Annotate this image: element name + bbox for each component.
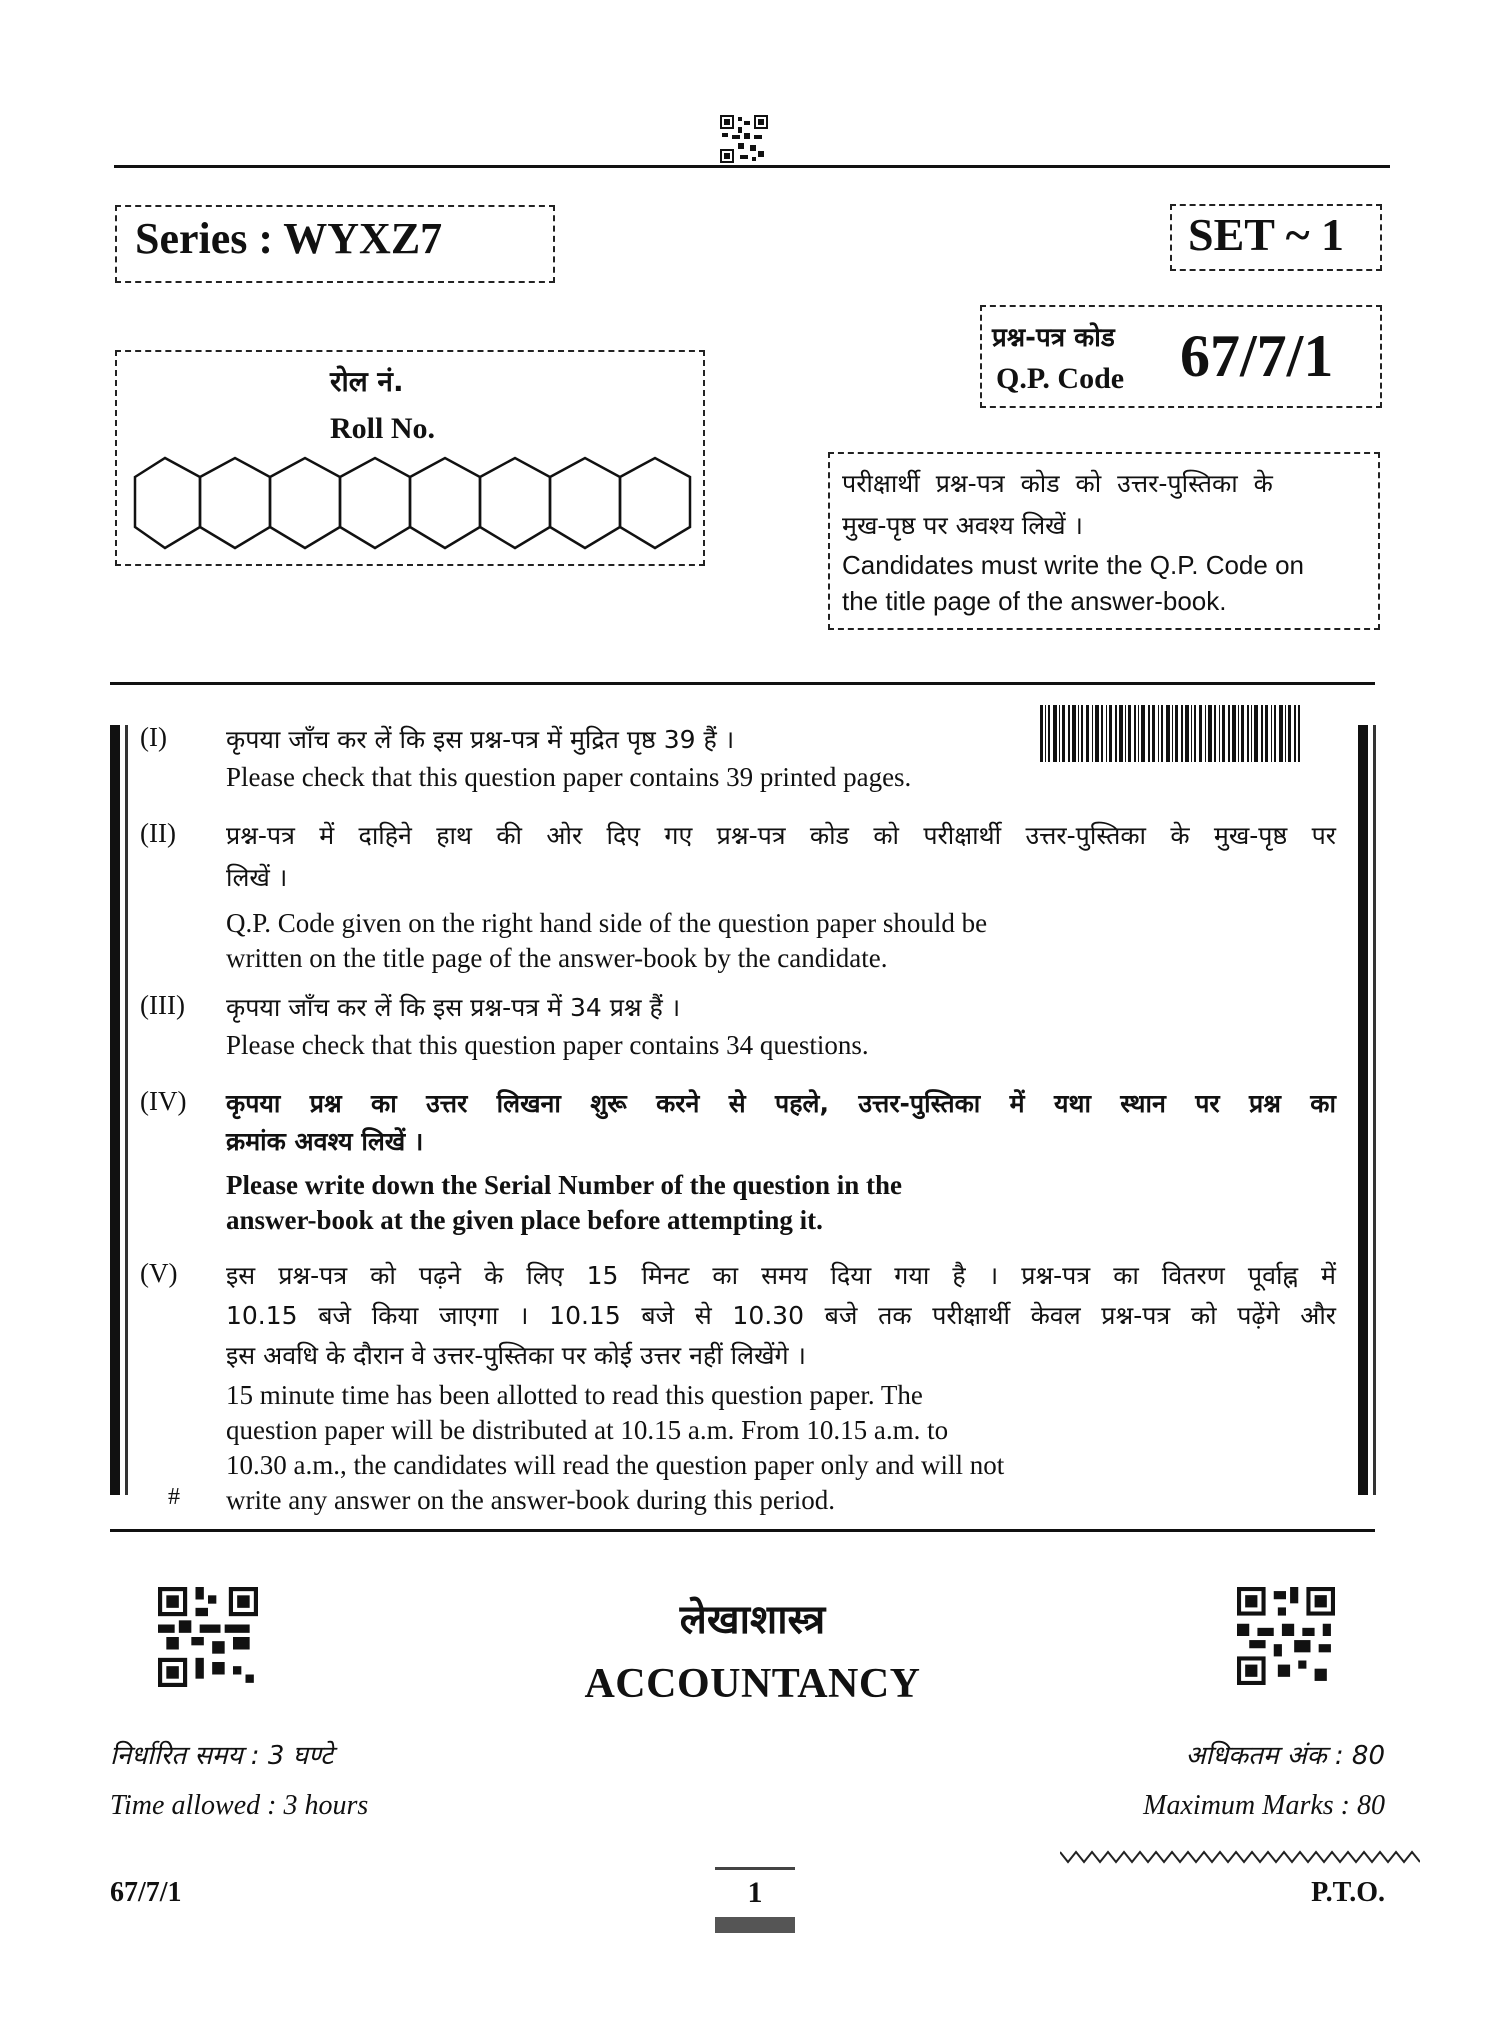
instruction-english-line: Please check that this question paper contains 34 questions. <box>226 1030 869 1060</box>
instruction-english-line: Please write down the Serial Number of the question in the <box>226 1170 902 1200</box>
footer-qp-code: 67/7/1 <box>110 1877 182 1908</box>
instruction-english-line: 15 minute time has been allotted to read this question paper. The <box>226 1380 923 1410</box>
maximum-marks-english: Maximum Marks : 80 <box>1143 1790 1385 1821</box>
instructions-top-rule <box>110 682 1375 685</box>
instruction-english-line: 10.30 a.m., the candidates will read the question paper only and will not <box>226 1450 1005 1480</box>
instruction-hindi-line: 10.15 बजे किया जाएगा । 10.15 बजे से 10.30 बजे तक परीक्षार्थी केवल प्रश्न-पत्र को पढ़ेंगे और <box>226 1301 1336 1330</box>
instruction-hindi-line: लिखें । <box>226 863 288 892</box>
instruction-hindi-line: प्रश्न-पत्र में दाहिने हाथ की ओर दिए गए प्रश्न-पत्र कोड को परीक्षार्थी उत्तर-पुस्तिका के मुख-पृष्ठ पर <box>226 821 1336 850</box>
instruction-label: (III) <box>140 990 185 1020</box>
instruction-english-line: answer-book at the given place before attempting it. <box>226 1205 823 1235</box>
qp-code-label-english: Q.P. Code <box>996 362 1125 395</box>
instructions-bottom-rule <box>110 1529 1375 1532</box>
instruction-english-line: written on the title page of the answer-book by the candidate. <box>226 943 888 973</box>
candidate-note-hindi-line2: मुख-पृष्ठ पर अवश्य लिखें । <box>842 511 1084 540</box>
instruction-english-line: question paper will be distributed at 10.15 a.m. From 10.15 a.m. to <box>226 1415 949 1445</box>
set-label: SET ~ 1 <box>1188 209 1345 260</box>
wavy-divider <box>1060 1848 1420 1866</box>
candidate-note-hindi-line1: परीक्षार्थी प्रश्न-पत्र कोड को उत्तर-पुस्तिका के <box>842 469 1273 498</box>
instruction-label: (V) <box>140 1258 178 1288</box>
instruction-label: (I) <box>140 722 167 752</box>
time-allowed-english: Time allowed : 3 hours <box>110 1790 369 1821</box>
instruction-english-line: write any answer on the answer-book during this period. <box>226 1485 836 1515</box>
instruction-label: (II) <box>140 818 176 848</box>
page-number-top-line <box>715 1867 795 1870</box>
time-allowed-hindi: निर्धारित समय : 3 घण्टे <box>110 1741 334 1771</box>
page-number: 1 <box>747 1876 763 1909</box>
please-turn-over: P.T.O. <box>1311 1877 1385 1908</box>
roll-label-english: Roll No. <box>330 412 435 445</box>
instruction-english-line: Q.P. Code given on the right hand side of the question paper should be <box>226 908 988 938</box>
instruction-hindi-line: इस प्रश्न-पत्र को पढ़ने के लिए 15 मिनट का समय दिया गया है । प्रश्न-पत्र का वितरण पूर्वाह्न में <box>226 1261 1336 1290</box>
top-rule <box>114 165 1390 168</box>
top-qr-code-icon <box>720 115 768 163</box>
instruction-hindi-line: कृपया प्रश्न का उत्तर लिखना शुरू करने से पहले, उत्तर-पुस्तिका में यथा स्थान पर प्रश्न का <box>226 1089 1336 1118</box>
hash-mark: # <box>168 1484 180 1510</box>
maximum-marks-hindi: अधिकतम अंक : 80 <box>1185 1741 1385 1771</box>
instruction-label: (IV) <box>140 1086 187 1116</box>
left-border-bar <box>110 725 120 1495</box>
subject-title-hindi: लेखाशास्त्र <box>679 1597 826 1643</box>
left-border-thin-bar <box>125 725 128 1495</box>
subject-title-english: ACCOUNTANCY <box>584 1661 921 1707</box>
instruction-hindi-line: कृपया जाँच कर लें कि इस प्रश्न-पत्र में मुद्रित पृष्ठ 39 हैं । <box>226 725 735 754</box>
roll-number-hex-cells[interactable] <box>130 455 700 555</box>
candidate-note-english-line1: Candidates must write the Q.P. Code on <box>842 550 1304 580</box>
qp-code-label-hindi: प्रश्न-पत्र कोड <box>992 323 1115 353</box>
instruction-english-line: Please check that this question paper contains 39 printed pages. <box>226 762 912 792</box>
instruction-hindi-line: कृपया जाँच कर लें कि इस प्रश्न-पत्र में 34 प्रश्न हैं । <box>226 993 681 1022</box>
roll-label-hindi: रोल नं. <box>330 365 404 398</box>
right-border-thin-bar <box>1373 725 1376 1495</box>
series-label: Series : WYXZ7 <box>135 214 443 263</box>
qp-code-value: 67/7/1 <box>1180 323 1334 389</box>
instruction-hindi-line: इस अवधि के दौरान वे उत्तर-पुस्तिका पर कोई उत्तर नहीं लिखेंगे । <box>226 1341 807 1370</box>
instruction-hindi-line: क्रमांक अवश्य लिखें । <box>226 1127 424 1156</box>
right-border-bar <box>1358 725 1368 1495</box>
candidate-note-english-line2: the title page of the answer-book. <box>842 586 1227 616</box>
page-number-bottom-bar <box>715 1917 795 1933</box>
